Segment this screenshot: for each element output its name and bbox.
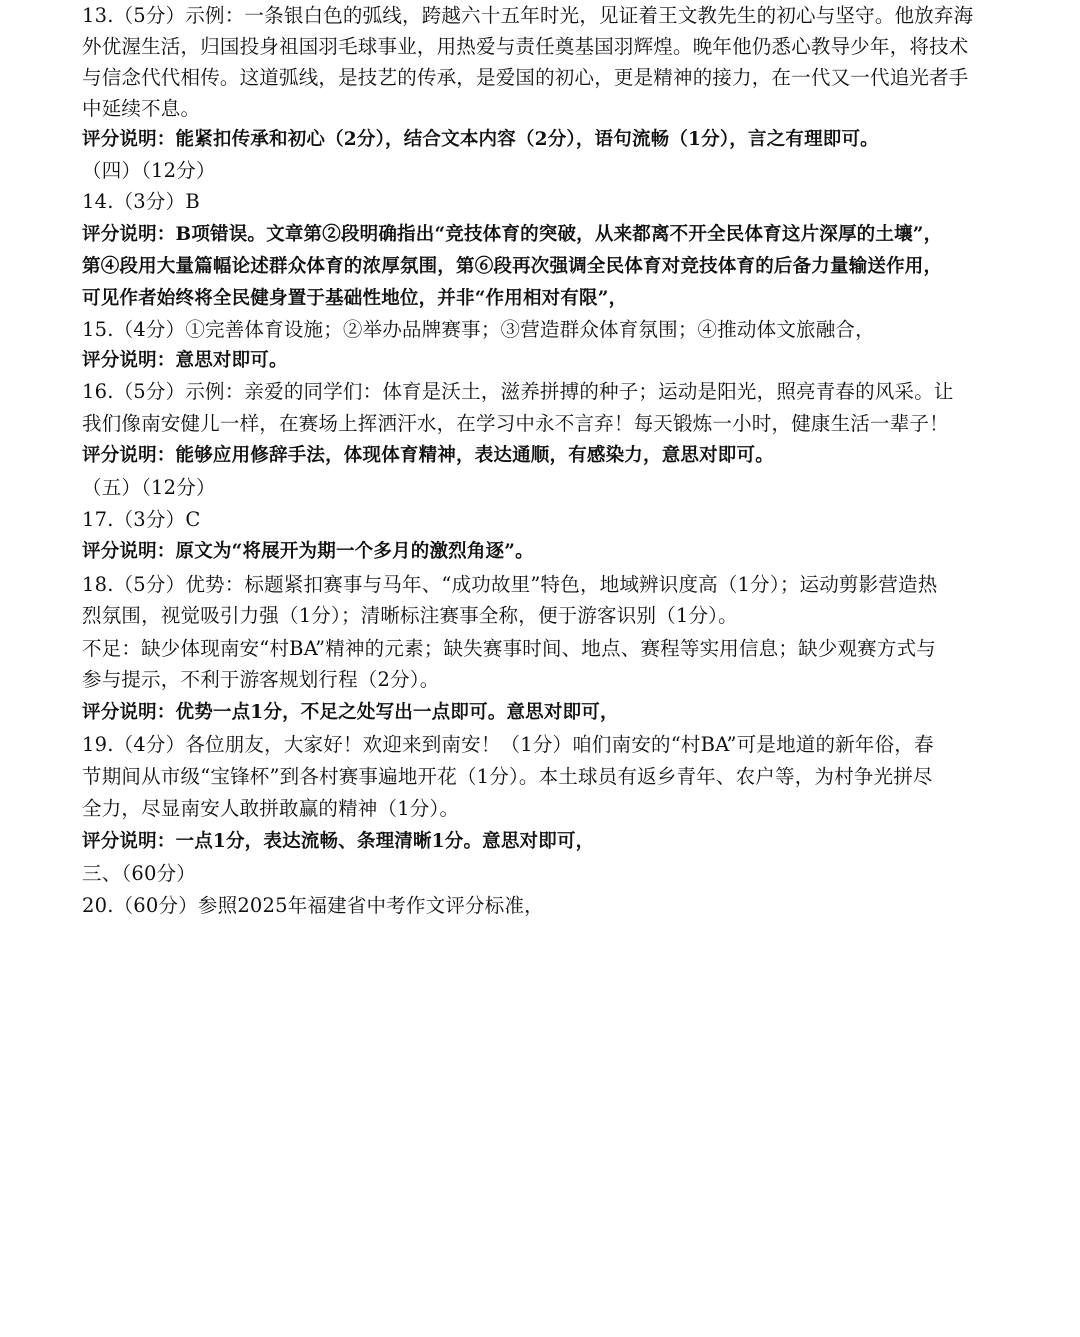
scoring-note-14-line-3: 可见作者始终将全民健身置于基础性地位，并非“作用相对有限”， <box>82 288 628 309</box>
answer-13-line-3: 与信念代代相传。这道弧线，是技艺的传承，是爱国的初心，更是精神的接力，在一代又一代追光者手 <box>82 66 969 89</box>
section-heading-five: （五）（12分） <box>82 476 216 499</box>
answer-17: 17.（3分）C <box>82 508 201 531</box>
scoring-note-14-line-1: 评分说明：B项错误。文章第②段明确指出“竞技体育的突破，从来都离不开全民体育这片深厚的土壤”， <box>82 224 943 245</box>
answer-18-line-3: 不足：缺少体现南安“村BA”精神的元素；缺失赛事时间、地点、赛程等实用信息；缺少观赛方式与 <box>82 637 936 660</box>
scoring-note-19: 评分说明：一点1分，表达流畅、条理清晰1分。意思对即可， <box>82 831 595 852</box>
answer-13-line-4: 中延续不息。 <box>82 97 201 120</box>
answer-20: 20.（60分）参照2025年福建省中考作文评分标准， <box>82 894 544 917</box>
answer-19-line-2: 节期间从市级“宝锋杯”到各村赛事遍地开花（1分）。本土球员有返乡青年、农户等，为村争光拼尽 <box>82 765 933 788</box>
answer-14: 14.（3分）B <box>82 190 200 213</box>
answer-18-line-4: 参与提示，不利于游客规划行程（2分）。 <box>82 668 440 691</box>
answer-16-line-1: 16.（5分）示例：亲爱的同学们：体育是沃土，滋养拼搏的种子；运动是阳光，照亮青春的风采。让 <box>82 380 954 403</box>
answer-18-line-2: 烈氛围，视觉吸引力强（1分）；清晰标注赛事全称，便于游客识别（1分）。 <box>82 604 738 627</box>
scoring-note-15: 评分说明：意思对即可。 <box>82 350 288 371</box>
answer-13-line-2: 外优渥生活，归国投身祖国羽毛球事业，用热爱与责任奠基国羽辉煌。晚年他仍悉心教导少年，将技术 <box>82 35 969 58</box>
answer-15: 15.（4分）①完善体育设施；②举办品牌赛事；③营造群众体育氛围；④推动体文旅融合， <box>82 318 875 341</box>
answer-16-line-2: 我们像南安健儿一样，在赛场上挥洒汗水，在学习中永不言弃！每天锻炼一小时，健康生活一辈子！ <box>82 412 949 435</box>
scoring-note-17: 评分说明：原文为“将展开为期一个多月的激烈角逐”。 <box>82 541 534 562</box>
scoring-note-14-line-2: 第④段用大量篇幅论述群众体育的浓厚氛围，第⑥段再次强调全民体育对竞技体育的后备力量输送作用， <box>82 256 943 277</box>
scoring-note-18: 评分说明：优势一点1分，不足之处写出一点即可。意思对即可， <box>82 702 619 723</box>
scoring-note-16: 评分说明：能够应用修辞手法，体现体育精神，表达通顺，有感染力，意思对即可。 <box>82 445 774 466</box>
section-heading-four: （四）（12分） <box>82 159 216 182</box>
answer-19-line-1: 19.（4分）各位朋友，大家好！欢迎来到南安！（1分）咱们南安的“村BA”可是地道的新年俗，春 <box>82 733 934 756</box>
scoring-note-13: 评分说明：能紧扣传承和初心（2分），结合文本内容（2分），语句流畅（1分），言之有理即可。 <box>82 129 879 150</box>
answer-13-line-1: 13.（5分）示例：一条银白色的弧线，跨越六十五年时光，见证着王文教先生的初心与坚守。他放弃海 <box>82 4 974 27</box>
answer-19-line-3: 全力，尽显南安人敢拼敢赢的精神（1分）。 <box>82 797 460 820</box>
answer-18-line-1: 18.（5分）优势：标题紧扣赛事与马年、“成功故里”特色，地域辨识度高（1分）；运动剪影营造热 <box>82 573 938 596</box>
section-heading-three: 三、（60分） <box>82 862 196 885</box>
